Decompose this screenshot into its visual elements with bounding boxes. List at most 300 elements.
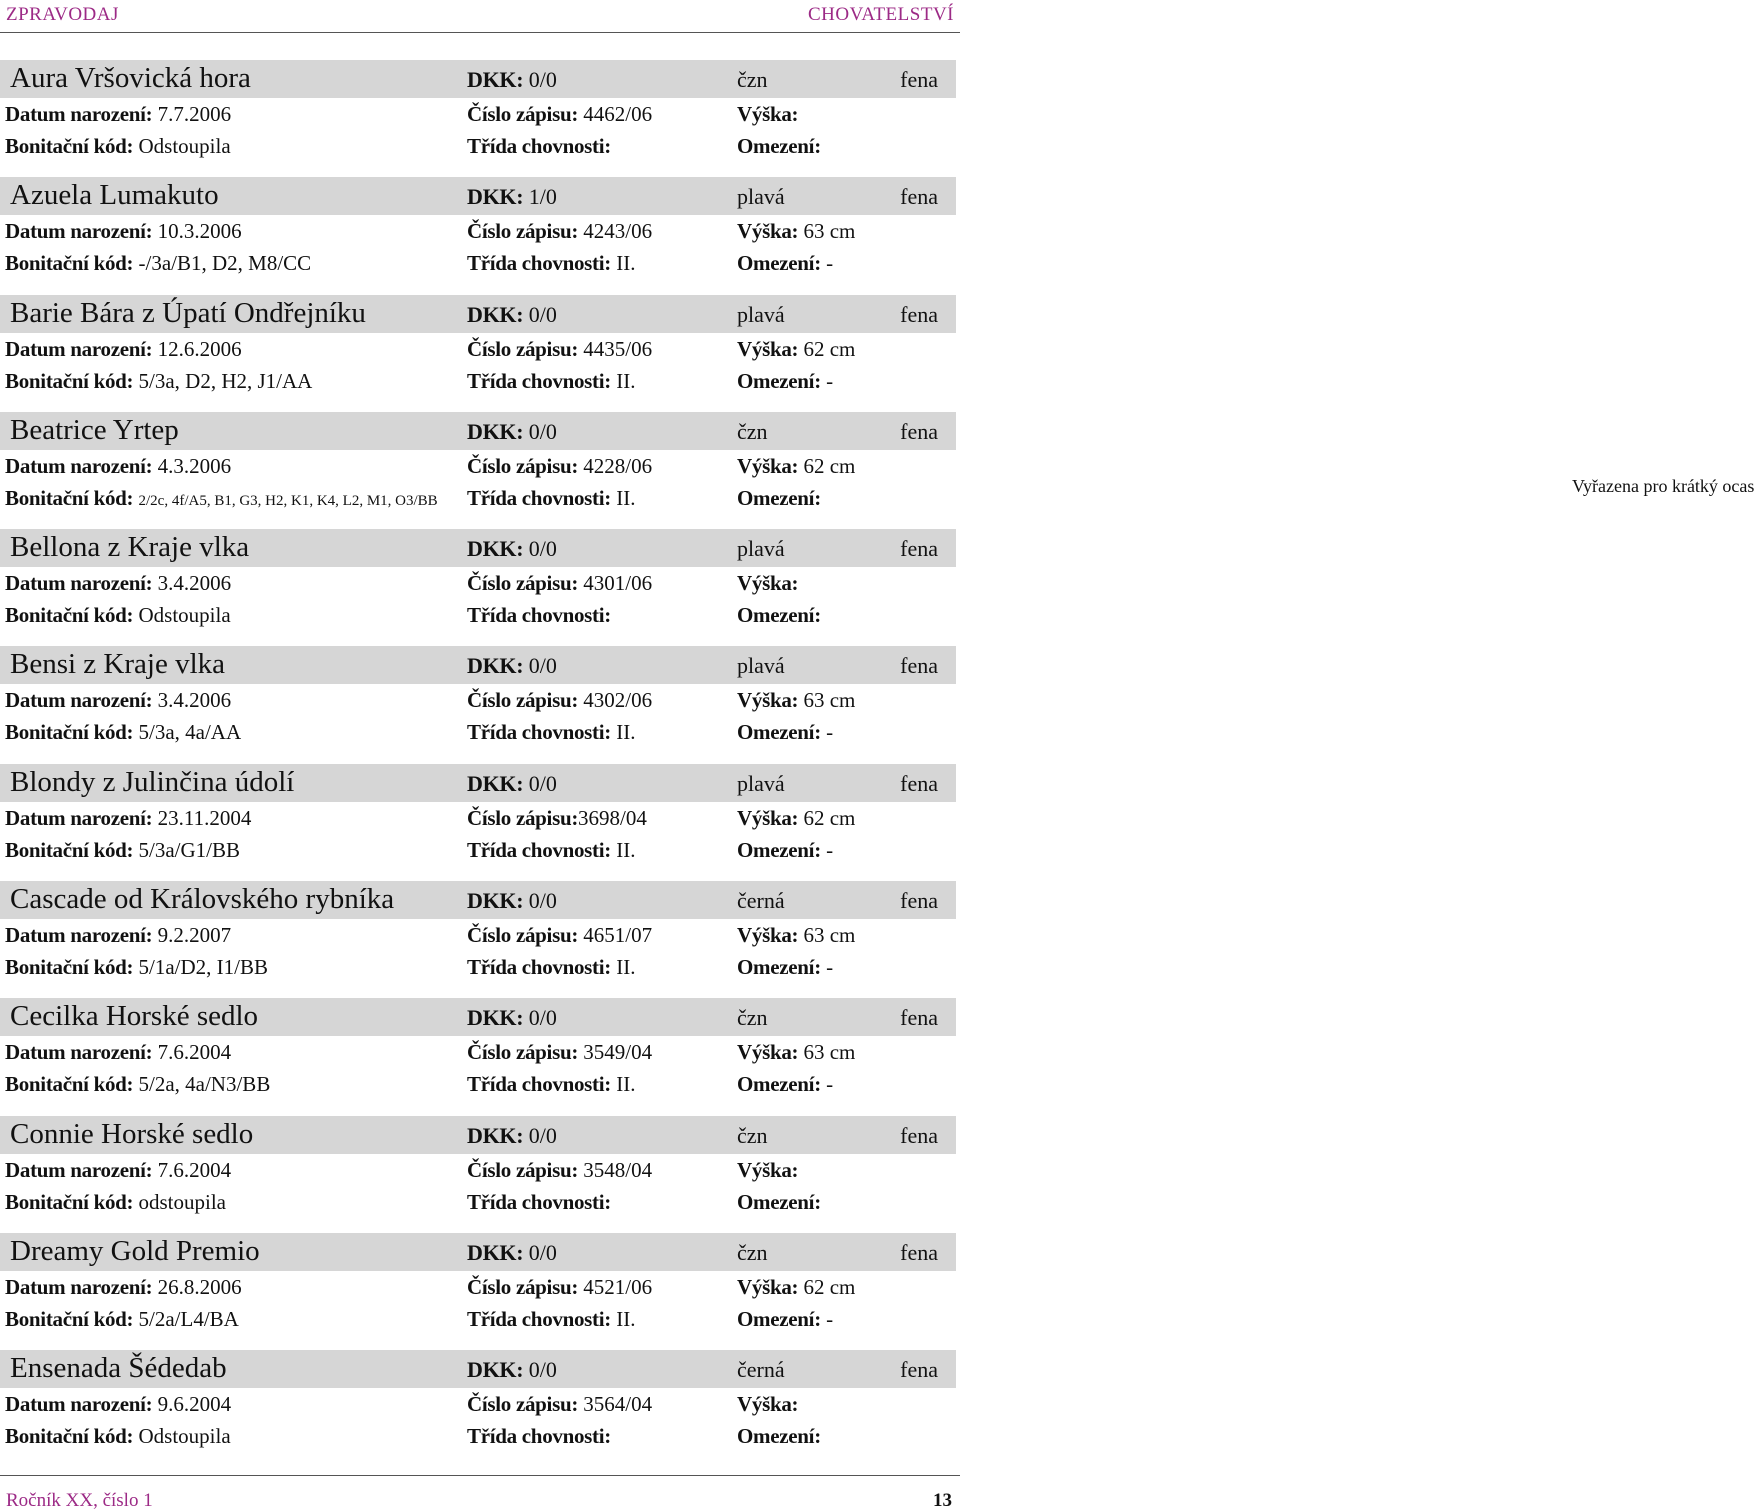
- coat-color: čzn: [737, 1122, 768, 1148]
- cislo-label: Číslo zápisu:: [467, 102, 579, 126]
- dkk-value: 0/0: [528, 536, 557, 562]
- trida-label: Třída chovnosti:: [467, 1189, 611, 1214]
- birth-date-value: 4.3.2006: [157, 453, 232, 478]
- datum-label: Datum narození:: [5, 1157, 153, 1182]
- bonitation-field: [5, 369, 312, 394]
- sex: fena: [900, 536, 938, 562]
- breeding-class-field: [467, 134, 611, 159]
- registration-field: [467, 923, 652, 948]
- entry-row-2: [0, 251, 960, 281]
- dkk-label: DKK:: [467, 888, 524, 914]
- height-field: [737, 688, 855, 713]
- entry-title-band: [0, 646, 956, 684]
- bonitation-field: [5, 251, 311, 276]
- datum-label: Datum narození:: [5, 453, 153, 478]
- breeding-class-field: [467, 251, 635, 276]
- bonitacni-label: Bonitační kód:: [5, 955, 134, 980]
- dkk-value: 0/0: [528, 301, 557, 327]
- dog-name: Aura Vršovická hora: [10, 62, 251, 94]
- dog-name: Dreamy Gold Premio: [10, 1234, 260, 1267]
- omezeni-label: Omezení:: [737, 251, 821, 276]
- dkk-field: [467, 771, 557, 797]
- bonitacni-label: Bonitační kód:: [5, 1072, 134, 1097]
- dkk-label: DKK:: [467, 770, 524, 796]
- dkk-label: DKK:: [467, 1122, 524, 1148]
- breeding-class-field: [467, 1307, 635, 1332]
- omezeni-label: Omezení:: [737, 1072, 821, 1097]
- birth-date-field: [5, 806, 251, 831]
- height-field: [737, 806, 855, 831]
- breeding-class-value: II.: [616, 1306, 636, 1331]
- entry-row-1: [0, 923, 960, 953]
- restriction-field: [737, 369, 833, 394]
- breeding-class-field: [467, 838, 635, 863]
- bonitation-value: Odstoupila: [138, 1424, 231, 1449]
- bonitation-field: [5, 603, 231, 628]
- entry-row-2: [0, 475, 1754, 516]
- height-field: [737, 923, 855, 948]
- cislo-label: Číslo zápisu:: [467, 571, 579, 596]
- breeding-class-field: [467, 1424, 611, 1449]
- bonitation-value: -/3a/B1, D2, M8/CC: [138, 251, 312, 276]
- height-value: 62 cm: [803, 1274, 856, 1299]
- cislo-label: Číslo zápisu:: [467, 805, 579, 830]
- coat-color: plavá: [737, 536, 785, 562]
- entry-row-1: [0, 688, 960, 718]
- height-value: 63 cm: [803, 923, 856, 948]
- vyska-label: Výška:: [737, 1157, 799, 1182]
- bonitation-value: 5/3a, 4a/AA: [138, 720, 242, 745]
- breeding-class-value: II.: [616, 720, 636, 745]
- height-field: [737, 1158, 798, 1183]
- cislo-label: Číslo zápisu:: [467, 688, 579, 713]
- bonitation-value: 5/3a, D2, H2, J1/AA: [138, 368, 313, 393]
- bonitacni-label: Bonitační kód:: [5, 485, 134, 510]
- dkk-value: 0/0: [528, 1122, 557, 1148]
- bonitacni-label: Bonitační kód:: [5, 1306, 134, 1331]
- entry-title-band: [0, 998, 956, 1036]
- sex: fena: [900, 418, 938, 444]
- breeding-class-value: II.: [616, 955, 636, 980]
- registration-field: [467, 806, 647, 831]
- vyska-label: Výška:: [737, 453, 799, 478]
- breeding-class-field: [467, 1072, 635, 1097]
- dkk-value: 0/0: [528, 653, 557, 679]
- restriction-field: [737, 838, 833, 863]
- birth-date-value: 3.4.2006: [157, 571, 232, 596]
- height-field: [737, 1275, 855, 1300]
- trida-label: Třída chovnosti:: [467, 1306, 611, 1331]
- birth-date-value: 7.6.2004: [157, 1040, 232, 1065]
- datum-label: Datum narození:: [5, 1392, 153, 1417]
- dkk-value: 0/0: [528, 770, 557, 796]
- omezeni-value: -: [826, 1072, 834, 1097]
- breeding-class-value: II.: [616, 251, 636, 276]
- bonitation-value: odstoupila: [138, 1189, 226, 1214]
- restriction-field: [737, 251, 833, 276]
- trida-label: Třída chovnosti:: [467, 368, 611, 393]
- omezeni-value: -: [826, 251, 834, 276]
- entry-row-2: [0, 134, 960, 164]
- trida-label: Třída chovnosti:: [467, 837, 611, 862]
- registration-field: [467, 1040, 652, 1065]
- dkk-label: DKK:: [467, 1239, 524, 1265]
- header-rule: [0, 32, 960, 33]
- bonitacni-label: Bonitační kód:: [5, 1189, 134, 1214]
- bonitation-value: Odstoupila: [138, 603, 231, 628]
- dkk-field: [467, 1005, 557, 1031]
- omezeni-label: Omezení:: [737, 603, 821, 628]
- vyska-label: Výška:: [737, 336, 799, 361]
- entry-row-1: [0, 1275, 960, 1305]
- breeding-class-field: [467, 1190, 611, 1215]
- trida-label: Třída chovnosti:: [467, 720, 611, 745]
- bonitacni-label: Bonitační kód:: [5, 251, 134, 276]
- page-number: 13: [933, 1490, 952, 1511]
- registration-field: [467, 454, 652, 479]
- dkk-value: 0/0: [528, 1239, 557, 1265]
- restriction-field: [737, 134, 821, 159]
- breeding-class-field: [467, 369, 635, 394]
- coat-color: plavá: [737, 653, 785, 679]
- bonitation-field: [5, 720, 241, 745]
- dog-entry: [0, 764, 960, 881]
- entry-row-1: [0, 337, 960, 367]
- dkk-field: [467, 67, 557, 93]
- bonitacni-label: Bonitační kód:: [5, 1424, 134, 1449]
- dkk-field: [467, 302, 557, 328]
- registration-value: 4462/06: [578, 102, 653, 126]
- entry-row-2: [0, 1072, 960, 1102]
- bonitacni-label: Bonitační kód:: [5, 720, 134, 745]
- height-field: [737, 1392, 798, 1417]
- restriction-field: [737, 1072, 833, 1097]
- footer-issue: Ročník XX, číslo 1: [6, 1490, 153, 1511]
- registration-value: 4243/06: [578, 219, 653, 244]
- birth-date-value: 9.2.2007: [157, 923, 232, 948]
- height-value: 63 cm: [803, 1040, 856, 1065]
- entry-title-band: [0, 412, 956, 450]
- vyska-label: Výška:: [737, 1392, 799, 1417]
- restriction-field: [737, 475, 1754, 511]
- entry-row-1: [0, 102, 960, 132]
- dkk-field: [467, 1240, 557, 1266]
- coat-color: čzn: [737, 1239, 768, 1265]
- coat-color: čzn: [737, 67, 768, 92]
- cislo-label: Číslo zápisu:: [467, 1040, 579, 1065]
- vyska-label: Výška:: [737, 1274, 799, 1299]
- birth-date-value: 3.4.2006: [157, 688, 232, 713]
- datum-label: Datum narození:: [5, 1040, 153, 1065]
- dog-entry: [0, 1116, 960, 1233]
- dog-entry: [0, 1350, 960, 1467]
- omezeni-value: Vyřazena pro krátký ocas: [1572, 475, 1754, 496]
- dog-name: Azuela Lumakuto: [10, 179, 219, 212]
- cislo-label: Číslo zápisu:: [467, 453, 579, 478]
- trida-label: Třída chovnosti:: [467, 134, 611, 158]
- omezeni-value: -: [826, 1306, 834, 1331]
- datum-label: Datum narození:: [5, 688, 153, 713]
- birth-date-field: [5, 1158, 231, 1183]
- bonitation-value: 5/1a/D2, I1/BB: [138, 955, 268, 980]
- header-right-title: CHOVATELSTVÍ: [807, 4, 954, 25]
- height-field: [737, 1040, 855, 1065]
- dkk-field: [467, 536, 557, 562]
- dog-name: Connie Horské sedlo: [10, 1117, 254, 1150]
- omezeni-label: Omezení:: [737, 485, 821, 510]
- bonitacni-label: Bonitační kód:: [5, 368, 134, 393]
- omezeni-value: -: [826, 720, 834, 745]
- bonitation-field: [5, 486, 438, 511]
- dkk-value: 0/0: [528, 888, 557, 914]
- vyska-label: Výška:: [737, 571, 799, 596]
- bonitation-field: [5, 1307, 239, 1332]
- height-value: 62 cm: [803, 805, 856, 830]
- cislo-label: Číslo zápisu:: [467, 923, 579, 948]
- sex: fena: [900, 770, 938, 796]
- coat-color: plavá: [737, 770, 785, 796]
- trida-label: Třída chovnosti:: [467, 251, 611, 276]
- entry-row-2: [0, 1307, 960, 1337]
- vyska-label: Výška:: [737, 102, 799, 126]
- dkk-label: DKK:: [467, 653, 524, 679]
- page-header: [0, 0, 960, 30]
- dkk-value: 0/0: [528, 1357, 557, 1383]
- registration-value: 4435/06: [578, 336, 653, 361]
- bonitacni-label: Bonitační kód:: [5, 134, 134, 158]
- birth-date-field: [5, 337, 242, 362]
- trida-label: Třída chovnosti:: [467, 603, 611, 628]
- datum-label: Datum narození:: [5, 219, 153, 244]
- dkk-label: DKK:: [467, 67, 524, 92]
- dog-name: Cecilka Horské sedlo: [10, 1000, 259, 1033]
- sex: fena: [900, 1005, 938, 1031]
- dkk-field: [467, 888, 557, 914]
- dog-entry: [0, 295, 960, 412]
- height-value: 62 cm: [803, 453, 856, 478]
- dkk-value: 0/0: [528, 1005, 557, 1031]
- bonitation-field: [5, 1072, 270, 1097]
- birth-date-field: [5, 1040, 231, 1065]
- dog-name: Ensenada Šédedab: [10, 1352, 227, 1385]
- header-left-title: ZPRAVODAJ: [6, 4, 119, 25]
- omezeni-value: -: [826, 837, 834, 862]
- birth-date-value: 26.8.2006: [157, 1274, 242, 1299]
- datum-label: Datum narození:: [5, 336, 153, 361]
- coat-color: čzn: [737, 418, 768, 444]
- datum-label: Datum narození:: [5, 923, 153, 948]
- entry-title-band: [0, 1350, 956, 1388]
- dkk-field: [467, 1123, 557, 1149]
- registration-field: [467, 102, 652, 127]
- height-field: [737, 337, 855, 362]
- sex: fena: [900, 1357, 938, 1383]
- breeding-class-field: [467, 486, 635, 511]
- registration-value: 3564/04: [578, 1392, 653, 1417]
- height-field: [737, 571, 798, 596]
- cislo-label: Číslo zápisu:: [467, 1274, 579, 1299]
- breeding-class-value: II.: [616, 837, 636, 862]
- restriction-field: [737, 603, 821, 628]
- coat-color: černá: [737, 888, 785, 914]
- entry-row-2: [0, 955, 960, 985]
- coat-color: čzn: [737, 1005, 768, 1031]
- dog-entry: [0, 177, 960, 294]
- breeding-class-value: II.: [616, 1072, 636, 1097]
- vyska-label: Výška:: [737, 688, 799, 713]
- entry-row-2: [0, 838, 960, 868]
- registration-field: [467, 219, 652, 244]
- cislo-label: Číslo zápisu:: [467, 1392, 579, 1417]
- birth-date-field: [5, 454, 231, 479]
- registration-value: 3549/04: [578, 1040, 653, 1065]
- vyska-label: Výška:: [737, 805, 799, 830]
- datum-label: Datum narození:: [5, 1274, 153, 1299]
- dkk-label: DKK:: [467, 536, 524, 562]
- datum-label: Datum narození:: [5, 805, 153, 830]
- breeding-class-field: [467, 603, 611, 628]
- height-field: [737, 454, 855, 479]
- birth-date-field: [5, 102, 231, 127]
- bonitation-value: 2/2c, 4f/A5, B1, G3, H2, K1, K4, L2, M1, O3/BB: [138, 492, 438, 509]
- entry-title-band: [0, 1116, 956, 1154]
- height-field: [737, 219, 855, 244]
- bonitacni-label: Bonitační kód:: [5, 603, 134, 628]
- registration-value: 4301/06: [578, 571, 653, 596]
- breeding-class-field: [467, 720, 635, 745]
- birth-date-value: 23.11.2004: [157, 805, 252, 830]
- bonitation-value: 5/3a/G1/BB: [138, 837, 241, 862]
- entry-title-band: [0, 295, 956, 333]
- registration-value: 4302/06: [578, 688, 653, 713]
- dkk-field: [467, 419, 557, 445]
- entry-title-band: [0, 529, 956, 567]
- entry-title-band: [0, 1233, 956, 1271]
- datum-label: Datum narození:: [5, 102, 153, 126]
- birth-date-value: 12.6.2006: [157, 336, 242, 361]
- entry-row-2: [0, 1424, 960, 1454]
- omezeni-label: Omezení:: [737, 1424, 821, 1449]
- cislo-label: Číslo zápisu:: [467, 219, 579, 244]
- omezeni-value: -: [826, 368, 834, 393]
- restriction-field: [737, 955, 833, 980]
- vyska-label: Výška:: [737, 219, 799, 244]
- omezeni-label: Omezení:: [737, 368, 821, 393]
- birth-date-field: [5, 571, 231, 596]
- birth-date-field: [5, 1275, 242, 1300]
- coat-color: plavá: [737, 301, 785, 327]
- dog-entries-list: [0, 60, 1754, 1468]
- dog-entry: [0, 412, 1754, 529]
- bonitation-field: [5, 1190, 226, 1215]
- entry-row-1: [0, 571, 960, 601]
- dkk-value: 1/0: [528, 184, 557, 210]
- dkk-label: DKK:: [467, 301, 524, 327]
- birth-date-field: [5, 219, 242, 244]
- dkk-label: DKK:: [467, 184, 524, 210]
- dog-entry: [0, 646, 960, 763]
- entry-title-band: [0, 177, 956, 215]
- registration-field: [467, 337, 652, 362]
- registration-field: [467, 1275, 652, 1300]
- dkk-field: [467, 184, 557, 210]
- bonitacni-label: Bonitační kód:: [5, 837, 134, 862]
- birth-date-value: 9.6.2004: [157, 1392, 232, 1417]
- trida-label: Třída chovnosti:: [467, 485, 611, 510]
- omezeni-label: Omezení:: [737, 720, 821, 745]
- birth-date-value: 10.3.2006: [157, 219, 242, 244]
- datum-label: Datum narození:: [5, 571, 153, 596]
- registration-field: [467, 1158, 652, 1183]
- registration-field: [467, 571, 652, 596]
- omezeni-label: Omezení:: [737, 1306, 821, 1331]
- dkk-field: [467, 1357, 557, 1383]
- trida-label: Třída chovnosti:: [467, 1072, 611, 1097]
- entry-title-band: [0, 881, 956, 919]
- entry-row-2: [0, 720, 960, 750]
- bonitation-field: [5, 955, 268, 980]
- entry-title-band: [0, 60, 956, 98]
- restriction-field: [737, 1307, 833, 1332]
- omezeni-label: Omezení:: [737, 1189, 821, 1214]
- bonitation-field: [5, 134, 231, 159]
- dog-name: Cascade od Královského rybníka: [10, 883, 395, 916]
- registration-field: [467, 1392, 652, 1417]
- breeding-class-value: II.: [616, 485, 636, 510]
- trida-label: Třída chovnosti:: [467, 1424, 611, 1449]
- dog-entry: [0, 529, 960, 646]
- height-value: 62 cm: [803, 336, 856, 361]
- birth-date-value: 7.7.2006: [157, 102, 232, 126]
- omezeni-label: Omezení:: [737, 837, 821, 862]
- bonitation-value: Odstoupila: [138, 134, 231, 158]
- entry-row-2: [0, 1190, 960, 1220]
- birth-date-field: [5, 688, 231, 713]
- registration-field: [467, 688, 652, 713]
- entry-row-1: [0, 219, 960, 249]
- dog-name: Beatrice Yrtep: [10, 413, 179, 446]
- dkk-label: DKK:: [467, 418, 524, 444]
- entry-row-1: [0, 1158, 960, 1188]
- registration-value: 4521/06: [578, 1274, 653, 1299]
- dog-entry: [0, 881, 960, 998]
- vyska-label: Výška:: [737, 923, 799, 948]
- sex: fena: [900, 301, 938, 327]
- entry-row-1: [0, 1040, 960, 1070]
- dog-name: Blondy z Julinčina údolí: [10, 765, 295, 798]
- registration-value: 4228/06: [578, 453, 653, 478]
- dog-entry: [0, 998, 960, 1115]
- omezeni-label: Omezení:: [737, 134, 821, 158]
- dkk-value: 0/0: [528, 67, 557, 92]
- omezeni-value: -: [826, 955, 834, 980]
- dkk-label: DKK:: [467, 1005, 524, 1031]
- entry-row-1: [0, 806, 960, 836]
- entry-row-2: [0, 369, 960, 399]
- coat-color: plavá: [737, 184, 785, 210]
- bonitation-value: 5/2a, 4a/N3/BB: [138, 1072, 271, 1097]
- bonitation-field: [5, 1424, 231, 1449]
- page-footer: [0, 1472, 960, 1511]
- sex: fena: [900, 653, 938, 679]
- cislo-label: Číslo zápisu:: [467, 1157, 579, 1182]
- birth-date-value: 7.6.2004: [157, 1157, 232, 1182]
- sex: fena: [900, 1239, 938, 1265]
- restriction-field: [737, 720, 833, 745]
- dkk-label: DKK:: [467, 1357, 524, 1383]
- coat-color: černá: [737, 1357, 785, 1383]
- dkk-value: 0/0: [528, 418, 557, 444]
